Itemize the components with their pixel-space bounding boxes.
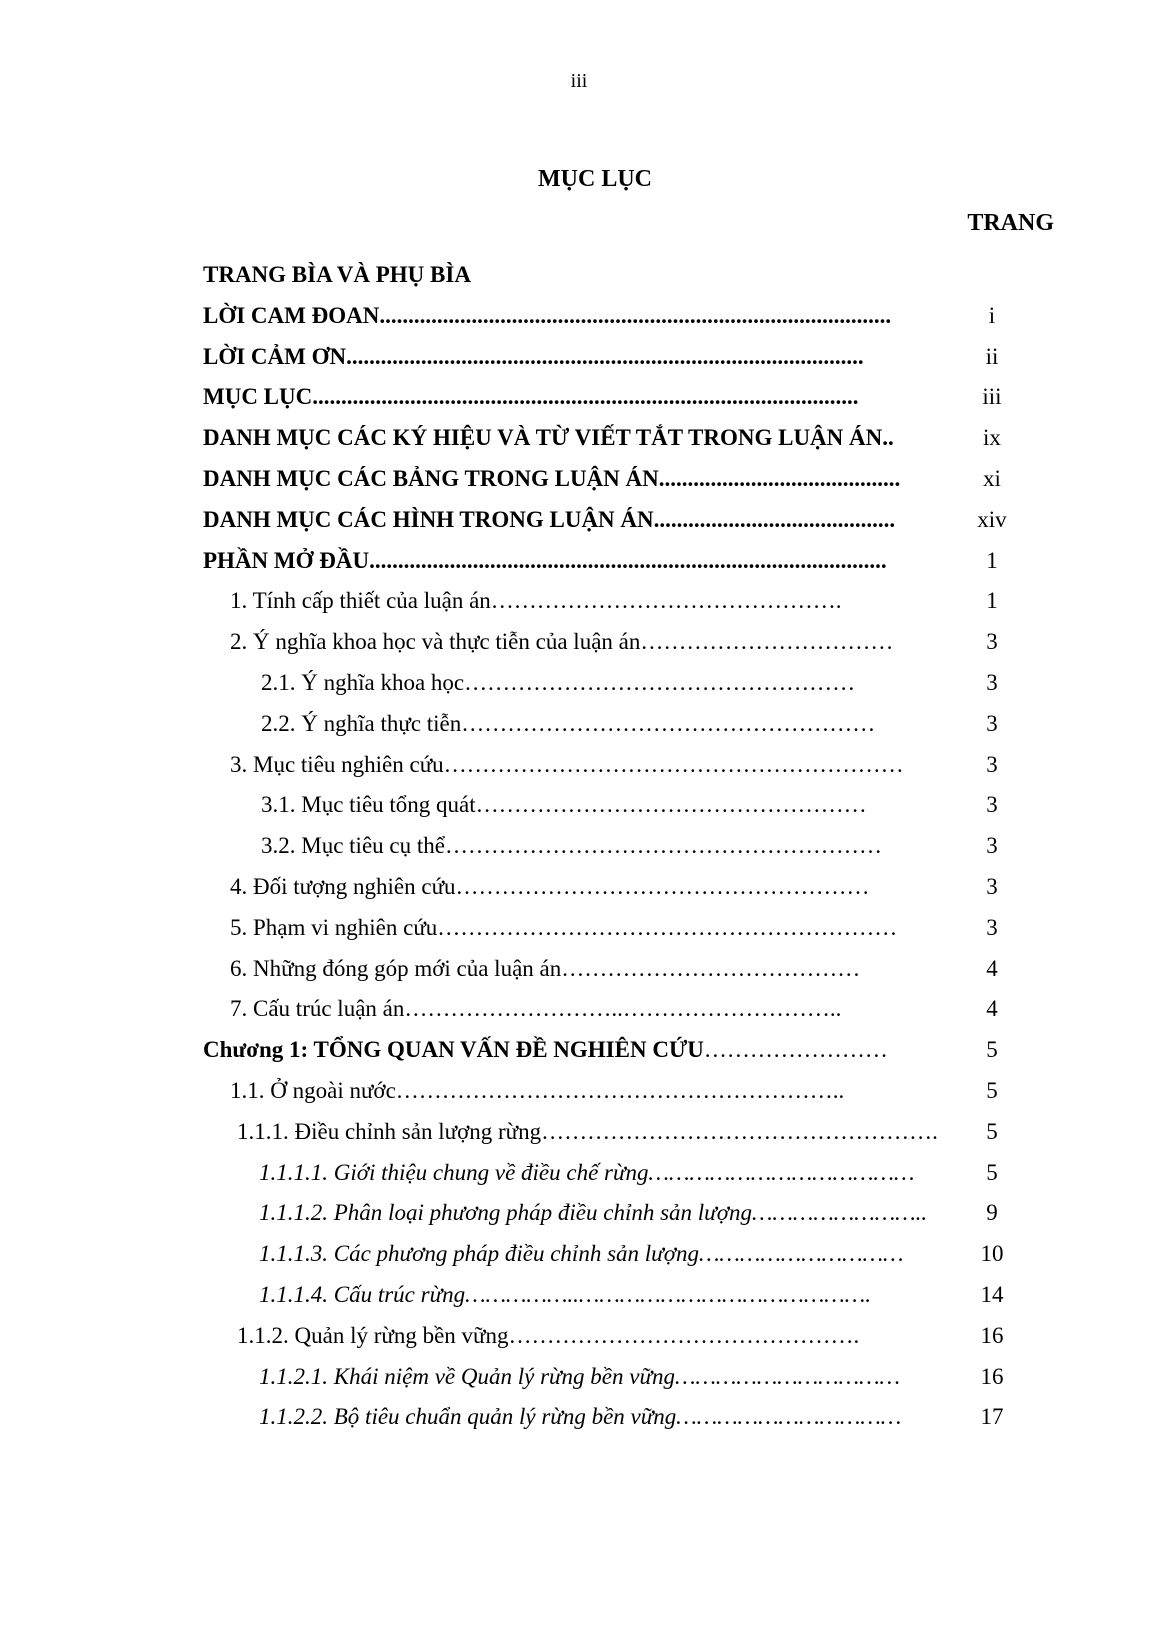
toc-entry-title: 5. Phạm vi nghiên cứu……………………………………………………	[230, 914, 898, 940]
toc-entry[interactable]	[0, 785, 1158, 826]
toc-entry-title: LỜI CẢM ƠN..........................................................................................	[203, 343, 864, 369]
toc-entry[interactable]	[0, 541, 1158, 582]
table-of-contents	[0, 255, 1158, 1438]
toc-entry-title: DANH MỤC CÁC BẢNG TRONG LUẬN ÁN..........................................	[203, 465, 901, 491]
toc-entry-title: 3.2. Mục tiêu cụ thể…………………………………………………	[261, 833, 882, 859]
toc-entry[interactable]	[0, 1193, 1158, 1234]
toc-entry-page: 1	[986, 547, 998, 573]
toc-entry-title: 1.1.2.2. Bộ tiêu chuẩn quản lý rừng bền vững……………………………	[259, 1404, 902, 1430]
toc-entry[interactable]	[0, 1071, 1158, 1112]
toc-entry-page: 5	[986, 1077, 998, 1103]
toc-entry-page: i	[988, 302, 996, 328]
toc-entry-page: 17	[980, 1404, 1004, 1430]
toc-entry[interactable]	[0, 622, 1158, 663]
toc-entry-title: 2. Ý nghĩa khoa học và thực tiễn của luận án……………………………	[230, 629, 894, 655]
toc-entry-title: 7. Cấu trúc luận án………………………..………………………..	[230, 996, 842, 1022]
toc-entry-page: 3	[986, 751, 998, 777]
toc-entry-page: xiv	[977, 506, 1007, 532]
toc-entry[interactable]	[0, 337, 1158, 378]
page-number: iii	[570, 70, 588, 92]
toc-entry-title: 1.1.1.4. Cấu trúc rừng……………..…………………………………….	[259, 1281, 871, 1307]
toc-entry-page: 3	[986, 833, 998, 859]
toc-entry-title: DANH MỤC CÁC KÝ HIỆU VÀ TỪ VIẾT TẮT TRONG LUẬN ÁN..	[203, 425, 894, 451]
chapter-title: Chương 1: TỔNG QUAN VẤN ĐỀ NGHIÊN CỨU	[203, 1037, 704, 1063]
toc-entry[interactable]	[0, 867, 1158, 908]
toc-entry[interactable]	[0, 1357, 1158, 1398]
toc-entry-title: 1.1.1.3. Các phương pháp điều chỉnh sản lượng…………………………	[259, 1241, 904, 1267]
toc-entry-title: PHẦN MỞ ĐẦU..........................................................................................	[203, 547, 887, 573]
toc-entry-title: 1.1.1.1. Giới thiệu chung về điều chế rừng…………………………………	[259, 1159, 915, 1185]
toc-entry[interactable]	[0, 1397, 1158, 1438]
toc-entry-page: iii	[982, 384, 1002, 410]
document-title: MỤC LỤC	[538, 166, 652, 192]
toc-entry-title: 6. Những đóng góp mới của luận án…………………………………	[230, 955, 861, 981]
toc-entry[interactable]	[0, 296, 1158, 337]
toc-entry-title: 1.1.2. Quản lý rừng bền vững……………………………………….	[237, 1322, 860, 1348]
toc-entry[interactable]	[0, 745, 1158, 786]
toc-entry-title: 1. Tính cấp thiết của luận án……………………………………….	[230, 588, 842, 614]
page-column-header: TRANG	[967, 210, 1054, 236]
toc-entry[interactable]	[0, 1112, 1158, 1153]
toc-entry-page: 16	[980, 1363, 1004, 1389]
chapter-leader: ……………………	[703, 1037, 888, 1063]
toc-entry[interactable]	[0, 949, 1158, 990]
toc-entry[interactable]	[0, 704, 1158, 745]
toc-entry[interactable]	[0, 1030, 1158, 1071]
toc-entry[interactable]	[0, 908, 1158, 949]
toc-entry-title: TRANG BÌA VÀ PHỤ BÌA	[203, 262, 471, 287]
toc-entry[interactable]	[0, 663, 1158, 704]
toc-entry-title: MỤC LỤC...............................................................................................	[203, 384, 859, 410]
toc-entry-title: 2.2. Ý nghĩa thực tiễn………………………………………………	[261, 710, 876, 736]
toc-entry[interactable]	[0, 418, 1158, 459]
toc-entry[interactable]	[0, 989, 1158, 1030]
toc-entry-title	[203, 1030, 888, 1071]
toc-entry-title: 1.1. Ở ngoài nước…………………………………………………..	[230, 1077, 845, 1103]
toc-entry-title: DANH MỤC CÁC HÌNH TRONG LUẬN ÁN..........................................	[203, 506, 896, 532]
toc-entry-page: 3	[986, 669, 998, 695]
toc-entry-page: xi	[983, 465, 1001, 491]
toc-entry-title: 2.1. Ý nghĩa khoa học……………………………………………	[261, 669, 856, 695]
toc-entry-page: 1	[986, 588, 998, 614]
toc-entry[interactable]	[0, 459, 1158, 500]
toc-entry-title: 3.1. Mục tiêu tổng quát……………………………………………	[261, 792, 867, 818]
toc-entry-page: 5	[986, 1037, 998, 1063]
toc-entry[interactable]	[0, 1316, 1158, 1357]
toc-entry-page: 3	[986, 914, 998, 940]
toc-entry-page: 5	[986, 1118, 998, 1144]
toc-entry-page: 3	[986, 792, 998, 818]
toc-entry[interactable]	[0, 377, 1158, 418]
toc-entry-title: 1.1.1. Điều chỉnh sản lượng rừng…………………………………………….	[237, 1118, 938, 1144]
toc-entry[interactable]	[0, 500, 1158, 541]
toc-entry-title: 1.1.1.2. Phân loại phương pháp điều chỉnh sản lượng……………………..	[259, 1200, 928, 1226]
toc-entry[interactable]	[0, 1275, 1158, 1316]
toc-entry-title: 3. Mục tiêu nghiên cứu……………………………………………………	[230, 751, 904, 777]
toc-entry[interactable]	[0, 581, 1158, 622]
toc-entry-page: 9	[986, 1200, 998, 1226]
toc-entry-page: 14	[980, 1281, 1004, 1307]
toc-entry-page: 5	[986, 1159, 998, 1185]
toc-entry[interactable]	[0, 255, 1158, 296]
toc-entry-page: 16	[980, 1322, 1004, 1348]
toc-entry-page: 3	[986, 873, 998, 899]
toc-entry-page: ii	[985, 343, 999, 369]
toc-entry[interactable]	[0, 1234, 1158, 1275]
toc-entry-title: 4. Đối tượng nghiên cứu………………………………………………	[230, 873, 870, 899]
toc-entry-page: 3	[986, 629, 998, 655]
toc-entry[interactable]	[0, 1153, 1158, 1194]
toc-entry-page: 4	[986, 955, 998, 981]
toc-entry[interactable]	[0, 826, 1158, 867]
toc-entry-title: 1.1.2.1. Khái niệm về Quản lý rừng bền vững……………………………	[259, 1363, 900, 1389]
toc-entry-page: 4	[986, 996, 998, 1022]
toc-entry-title: LỜI CAM ĐOAN.........................................................................................	[203, 302, 892, 328]
toc-entry-page: 3	[986, 710, 998, 736]
toc-entry-page: 10	[980, 1241, 1004, 1267]
toc-entry-page: ix	[983, 425, 1001, 451]
